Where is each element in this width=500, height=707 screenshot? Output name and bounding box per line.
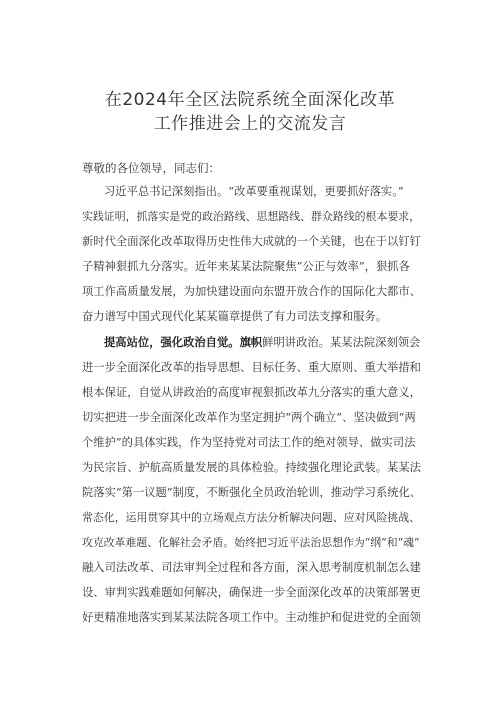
paragraph-2-line: 攻克改革难题、化解社会矛盾。始终把习近平法治思想作为“纲”和“魂” [82, 536, 420, 549]
paragraph-1-line: 奋力谱写中国式现代化某某篇章提供了有力司法支撑和服务。 [82, 310, 388, 323]
paragraph-2-line: 为民宗旨、护航高质量发展的具体检验。持续强化理论武装。某某法 [82, 461, 421, 474]
paragraph-2-line: 切实把进一步全面深化改革作为坚定拥护“两个确立”、坚决做到“两 [82, 411, 416, 424]
paragraph-2-first-line [104, 335, 422, 351]
paragraph-2-bold-lead: 提高站位，强化政治自觉。旗帜 [104, 336, 263, 349]
paragraph-1-line: 项工作高质量发展，为加快建设面向东盟开放合作的国际化大都市、 [82, 285, 421, 298]
paragraph-2-line: 设、审判实践难题如何解决，确保进一步全面深化改革的决策部署更 [82, 586, 421, 599]
paragraph-1-line: 习近平总书记深刻指出。“改革要重视谋划，更要抓好落实。” [104, 185, 404, 198]
paragraph-2-line: 融入司法改革、司法审判全过程和各方面，深入思考制度机制怎么建 [82, 561, 421, 574]
paragraph-1-line: 子精神狠抓九分落实。近年来某某法院聚焦”公正与效率”，狠抓各 [82, 260, 410, 273]
paragraph-2-line: 个维护”的具体实践，作为坚持党对司法工作的绝对领导、做实司法 [82, 436, 416, 449]
document-title-line-2: 工作推进会上的交流发言 [153, 114, 347, 134]
paragraph-1-line: 新时代全面深化改革取得历史性伟大成就的一个关键，也在于以钉钉 [82, 235, 421, 248]
salutation: 尊敬的各位领导，同志们： [82, 161, 220, 175]
paragraph-1-line: 实践证明，抓落实是党的政治路线、思想路线、群众路线的根本要求， [82, 210, 421, 223]
paragraph-2-line: 院落实“第一议题”制度，不断强化全员政治轮训，推动学习系统化、 [82, 486, 422, 499]
paragraph-2-line: 好更精准地落实到某某法院各项工作中。主动维护和促进党的全面领 [82, 611, 421, 624]
document-title-line-1: 在2024年全区法院系统全面深化改革 [104, 90, 396, 110]
paragraph-2-lead-rest: 鲜明讲政治。某某法院深刻领会 [262, 336, 421, 349]
paragraph-2-line: 根本保证，自觉从讲政治的高度审视狠抓改革九分落实的重大意义， [82, 386, 421, 399]
paragraph-2-line: 进一步全面深化改革的指导思想、目标任务、重大原则、重大举措和 [82, 361, 421, 374]
paragraph-2-line: 常态化，运用贯穿其中的立场观点方法分析解决问题、应对风险挑战、 [82, 511, 421, 524]
